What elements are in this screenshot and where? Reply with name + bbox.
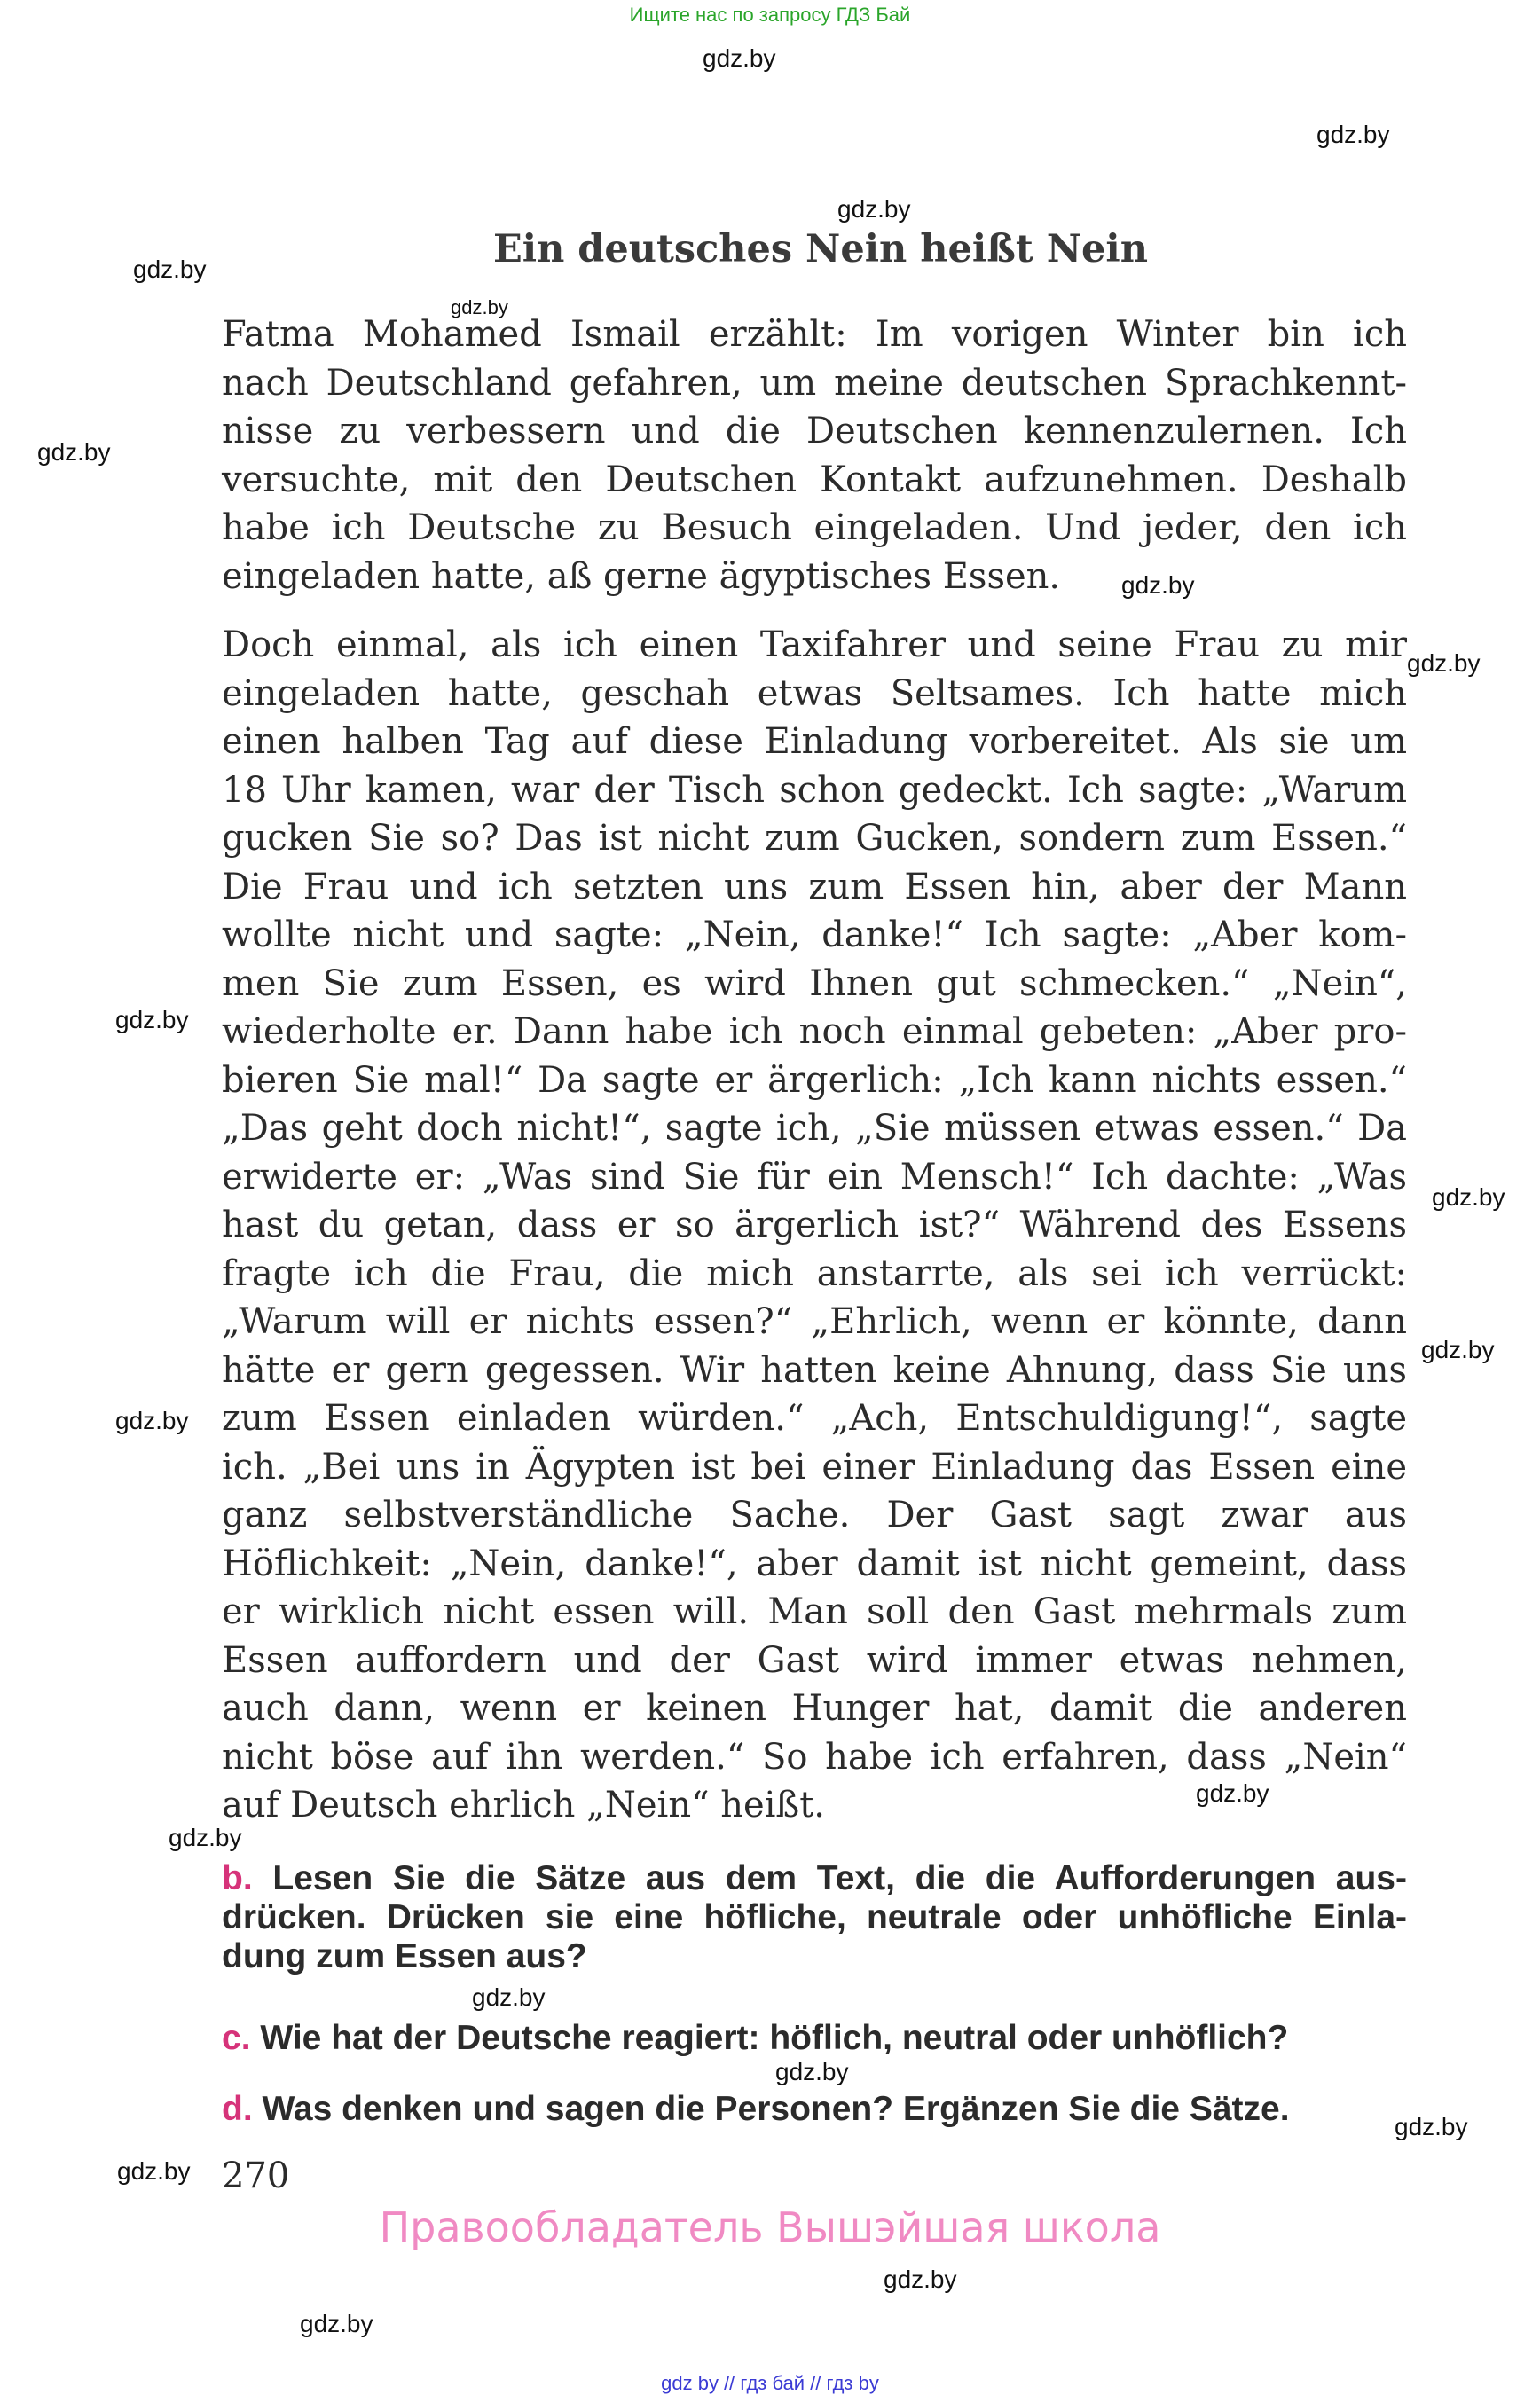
text-line: einen halben Tag auf diese Einladung vorbereitet. Als sie um — [222, 721, 1407, 762]
question-letter: d. — [222, 2090, 253, 2128]
text-line: auf Deutsch ehrlich „Nein“ heißt. — [222, 1785, 825, 1826]
text-line: Höflichkeit: „Nein, danke!“, aber damit ist nicht gemeint, dass — [222, 1543, 1407, 1584]
text-line: wollte nicht und sagte: „Nein, danke!“ Ich sagte: „Aber kom- — [222, 915, 1407, 955]
text-line: nicht böse auf ihn werden.“ So habe ich erfahren, dass „Nein“ — [222, 1736, 1407, 1778]
text-line: hätte er gern gegessen. Wir hatten keine Ahnung, dass Sie uns — [222, 1349, 1407, 1391]
watermark: gdz.by — [300, 2310, 373, 2337]
question-letter: c. — [222, 2019, 251, 2057]
watermark: gdz.by — [1432, 1183, 1505, 1211]
question-text: Wie hat der Deutsche reagiert: höflich, neutral oder unhöflich? — [260, 2019, 1289, 2057]
page-title: Ein deutsches Nein heißt Nein — [492, 227, 1149, 271]
page-number: 270 — [222, 2156, 290, 2196]
question-d — [222, 2090, 1407, 2129]
question-b — [222, 1859, 1407, 1976]
text-line: Doch einmal, als ich einen Taxifahrer und seine Frau zu mir — [222, 624, 1407, 665]
watermark: gdz.by — [133, 255, 207, 283]
text-line: „Warum will er nichts essen?“ „Ehrlich, wenn er könnte, dann — [222, 1301, 1407, 1342]
watermark: gdz.by — [1421, 1336, 1495, 1363]
footer-links: gdz by // гдз бай // гдз by — [661, 2372, 879, 2394]
question-letter: b. — [222, 1859, 253, 1897]
question-text: Lesen Sie die Sätze aus dem Text, die die Aufforderungen aus- — [272, 1859, 1407, 1897]
text-line: eingeladen hatte, aß gerne ägyptisches Essen. — [222, 555, 1061, 597]
watermark: gdz.by — [1316, 121, 1390, 148]
question-text: Was denken und sagen die Personen? Ergänzen Sie die Sätze. — [262, 2090, 1290, 2128]
text-line: Fatma Mohamed Ismail erzählt: Im vorigen Winter bin ich — [222, 314, 1407, 355]
watermark: gdz.by — [472, 1983, 546, 2011]
text-line: hast du getan, dass er so ärgerlich ist?“ Während des Essens — [222, 1205, 1407, 1245]
top-banner: Ищите нас по запросу ГДЗ Бай — [629, 4, 911, 26]
watermark: gdz.by — [703, 44, 776, 72]
question-text: drücken. Drücken sie eine höfliche, neutrale oder unhöfliche Einla- — [222, 1898, 1407, 1936]
text-line: 18 Uhr kamen, war der Tisch schon gedeckt. Ich sagte: „Warum — [222, 769, 1407, 811]
text-line: erwiderte er: „Was sind Sie für ein Mensch!“ Ich dachte: „Was — [222, 1156, 1407, 1198]
watermark: gdz.by — [1395, 2113, 1468, 2140]
watermark: gdz.by — [169, 1824, 242, 1851]
copyright-notice: Правообладатель Вышэйшая школа — [379, 2203, 1161, 2251]
watermark: gdz.by — [837, 195, 911, 223]
text-line: ich. „Bei uns in Ägypten ist bei einer Einladung das Essen eine — [222, 1446, 1407, 1488]
text-line: „Das geht doch nicht!“, sagte ich, „Sie müssen etwas essen.“ Da — [222, 1108, 1407, 1149]
text-line: wiederholte er. Dann habe ich noch einmal gebeten: „Aber pro- — [222, 1011, 1407, 1052]
watermark: gdz.by — [775, 2058, 849, 2085]
watermark: gdz.by — [1121, 571, 1195, 599]
text-line: eingeladen hatte, geschah etwas Seltsames. Ich hatte mich — [222, 672, 1407, 714]
text-line: fragte ich die Frau, die mich anstarrte, als sei ich verrückt: — [222, 1253, 1407, 1294]
text-line: auch dann, wenn er keinen Hunger hat, damit die anderen — [222, 1688, 1407, 1729]
text-line: gucken Sie so? Das ist nicht zum Gucken, sondern zum Essen.“ — [222, 818, 1407, 859]
watermark: gdz.by — [115, 1407, 189, 1434]
text-line: Essen auffordern und der Gast wird immer etwas nehmen, — [222, 1639, 1407, 1681]
text-line: nach Deutschland gefahren, um meine deutschen Sprachkennt- — [222, 362, 1407, 404]
watermark: gdz.by — [115, 1006, 189, 1033]
text-line: zum Essen einladen würden.“ „Ach, Entschuldigung!“, sagte — [222, 1398, 1407, 1439]
watermark: gdz.by — [884, 2266, 957, 2293]
paragraph-story — [222, 621, 1407, 1830]
text-line: men Sie zum Essen, es wird Ihnen gut schmecken.“ „Nein“, — [222, 962, 1407, 1004]
paragraph-intro — [222, 310, 1407, 601]
text-line: ganz selbstverständliche Sache. Der Gast sagt zwar aus — [222, 1495, 1407, 1535]
text-line: nisse zu verbessern und die Deutschen kennenzulernen. Ich — [222, 411, 1407, 452]
watermark: gdz.by — [1407, 649, 1481, 677]
text-line: er wirklich nicht essen will. Man soll den Gast mehrmals zum — [222, 1591, 1407, 1632]
question-text: dung zum Essen aus? — [222, 1937, 587, 1975]
text-line: bieren Sie mal!“ Da sagte er ärgerlich: „Ich kann nichts essen.“ — [222, 1059, 1407, 1101]
watermark: gdz.by — [117, 2157, 191, 2185]
text-line: habe ich Deutsche zu Besuch eingeladen. Und jeder, den ich — [222, 507, 1407, 548]
watermark: gdz.by — [37, 438, 111, 466]
watermark: gdz.by — [451, 296, 508, 318]
text-line: Die Frau und ich setzten uns zum Essen hin, aber der Mann — [222, 866, 1407, 907]
watermark: gdz.by — [1196, 1779, 1269, 1807]
text-line: versuchte, mit den Deutschen Kontakt aufzunehmen. Deshalb — [222, 459, 1407, 500]
question-c — [222, 2019, 1407, 2058]
